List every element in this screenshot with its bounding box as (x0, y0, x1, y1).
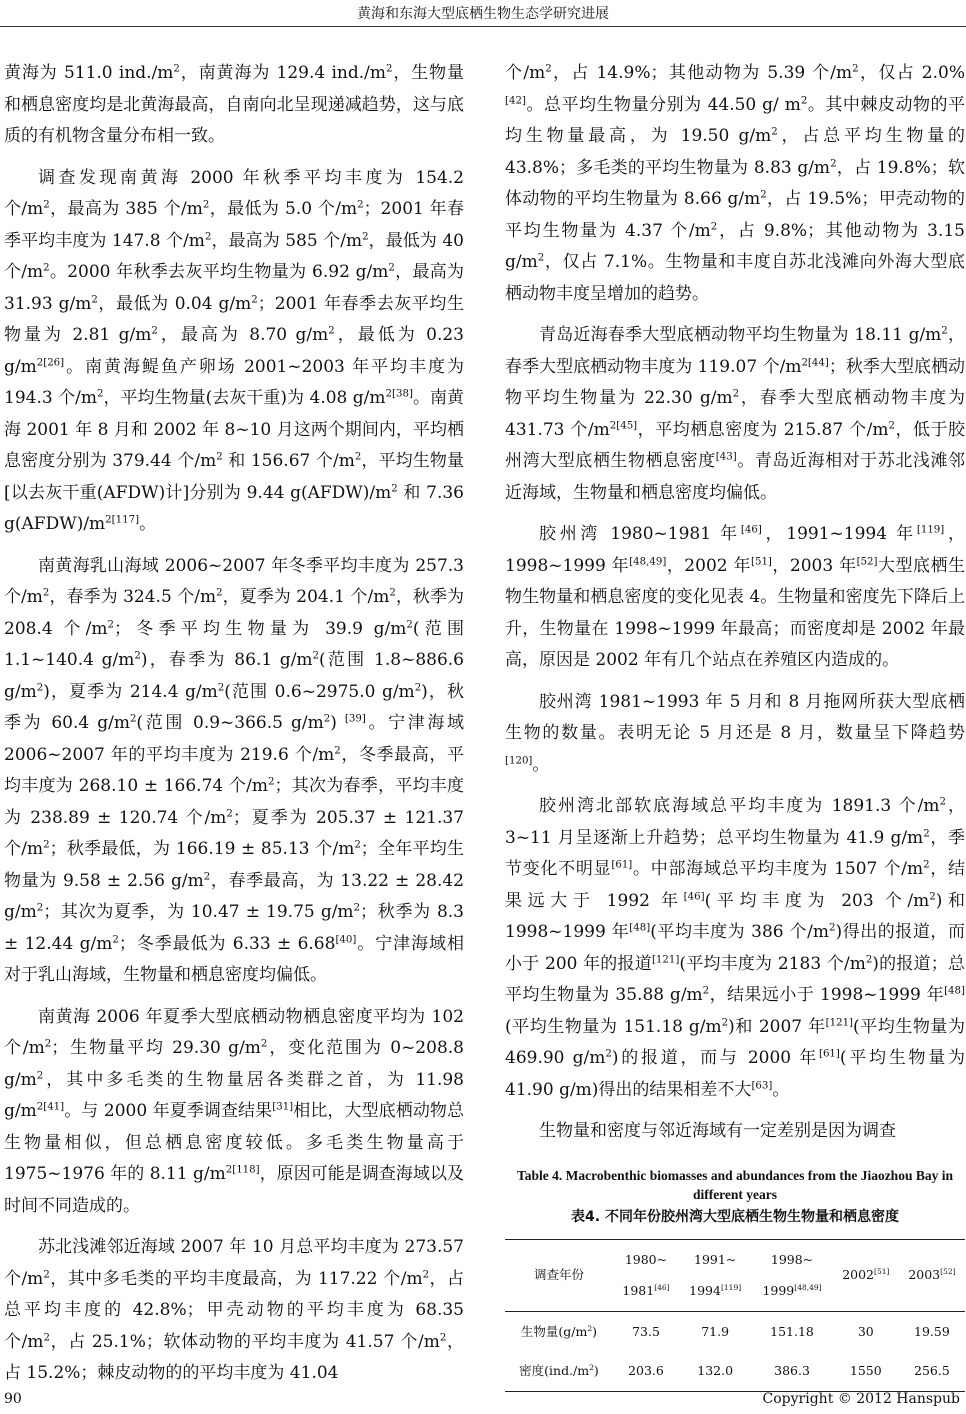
table-cell: 71.9 (701, 1323, 730, 1339)
table-row (505, 1311, 965, 1351)
right-column (505, 58, 965, 1392)
table-header-year: 2003[52] (908, 1267, 956, 1283)
table-cell: 132.0 (697, 1363, 734, 1378)
right-paragraph-3: 胶州湾 1980~1981 年[46]，1991~1994 年[119]，1998~1999 年[48,49]，2002 年[51]，2003 年[52]大型底栖生物生物量和栖息密度的变化见表 4。生物量和密度先下降后上升，生物量在 1998~1999 年最高；而密度却是 2002 年最高，原因是 2002 年有几个站点在养殖区内造成的。 (505, 524, 965, 670)
table-cell: 73.5 (632, 1323, 660, 1339)
table-cell: 30 (857, 1323, 874, 1339)
table-caption (505, 1166, 965, 1227)
table-header-year: 1998~ 1999[48,49] (762, 1251, 822, 1298)
left-paragraph-1: 黄海为 511.0 $ind./m^2$，南黄海为 129.4 $ind./m^2$，生物量和栖息密度均是北黄海最高，自南向北呈现递减趋势，这与底质的有机物含量分布相一致。 (4, 63, 465, 146)
table-row (505, 1351, 965, 1391)
table-row-label: 密度$(ind./m^2)$ (519, 1362, 599, 1378)
table-row-label: 生物量$(g/m^2)$ (520, 1323, 598, 1339)
data-table (505, 1239, 965, 1392)
left-paragraph-3: 南黄海乳山海域 2006~2007 年冬季平均丰度为 257.3 个$/m^2$，春季为 324.5 个$/m^2$，夏季为 204.1 个$/m^2$，秋季为 208.4 个$/m^2$；冬季平均生物量为 39.9 $g/m^2$(范围 1.1~140.4 $g/m^2$)，春季为 86.1 $g/m^2$(范围 1.8~886.6 $g/m^2$)，夏季为 214.4 $g/m^2$(范围 0.6~2975.0 $g/m^2$)，秋季为 60.4 $g/m^2$(范围 0.9~366.5 $g/m^2$) [39]。宁津海域 2006~2007 年的平均丰度为 219.6 个$/m^2$，冬季最高，平均丰度为 268.10 ± 166.74 个$/m^2$；其次为春季，平均丰度为 238.89 ± 120.74 个$/m^2$；夏季为 205.37 ± 121.37 个$/m^2$；秋季最低，为 166.19 ± 85.13 个$/m^2$；全年平均生物量为 9.58 ± 2.56 $g/m^2$，春季最高，为 13.22 ± 28.42 $g/m^2$；其次为夏季，为 10.47 ± 19.75 $g/m^2$；秋季为 8.3 ± 12.44 $g/m^2$；冬季最低为 6.33 ± 6.68[40]。宁津海域相对于乳山海域，生物量和栖息密度均偏低。 (4, 555, 465, 985)
table-header-year: 1991~ 1994[119] (689, 1251, 742, 1298)
right-paragraph-2: 青岛近海春季大型底栖动物平均生物量为 18.11 $g/m^2$，春季大型底栖动物丰度为 119.07 个$/m^{2[44]}$；秋季大型底栖动物平均生物量为 22.30 $g/m^2$，春季大型底栖动物丰度为 431.73 个$/m^{2[45]}$，平均栖息密度为 215.87 个$/m^2$，低于胶州湾大型底栖生物栖息密度[43]。青岛近海相对于苏北浅滩邻近海域，生物量和栖息密度均偏低。 (505, 325, 966, 503)
right-paragraph-6: 生物量和密度与邻近海域有一定差别是因为调查 (539, 1121, 896, 1141)
left-paragraph-5: 苏北浅滩邻近海域 2007 年 10 月总平均丰度为 273.57 个$/m^2$，其中多毛类的平均丰度最高，为 117.22 个$/m^2$，占总平均丰度的 42.8%；甲壳动物的平均丰度为 68.35 个$/m^2$，占 25.1%；软体动物的平均丰度为 41.57 个$/m^2$，占 15.2%；棘皮动物的的平均丰度为 41.04 (4, 1237, 465, 1383)
table-caption-zh: 表4. 不同年份胶州湾大型底栖生物生物量和栖息密度 (571, 1208, 899, 1225)
table-cell: 1550 (849, 1363, 882, 1378)
left-paragraph-2: 调查发现南黄海 2000 年秋季平均丰度为 154.2 个$/m^2$，最高为 385 个$/m^2$，最低为 5.0 个$/m^2$；2001 年春季平均丰度为 147.8 个$/m^2$，最高为 585 个$/m^2$，最低为 40 个$/m^2$。2000 年秋季去灰平均生物量为 6.92 $g/m^2$，最高为 31.93 $g/m^2$，最低为 0.04 $g/m^2$；2001 年春季去灰平均生物量为 2.81 $g/m^2$，最高为 8.70 $g/m^2$，最低为 0.23 $g/m^{2[26]}$。南黄海鳀鱼产卵场 2001~2003 年平均丰度为 194.3 个$/m^2$，平均生物量(去灰干重)为 4.08 $g/m^{2[38]}$。南黄海 2001 年 8 月和 2002 年 8~10 月这两个期间内，平均栖息密度分别为 379.44 个$/m^2$ 和 156.67 个$/m^2$，平均生物量[以去灰干重(AFDW)计]分别为 9.44 $g(AFDW)/m^2$ 和 7.36 $g(AFDW)/m^{2[117]}$。 (4, 167, 465, 534)
table-header-year-label: 调查年份 (533, 1267, 584, 1283)
table-cell: 386.3 (774, 1363, 810, 1378)
page-number: 90 (4, 1391, 22, 1407)
right-paragraph-4: 胶州湾 1981~1993 年 5 月和 8 月拖网所获大型底栖生物的数量。表明无论 5 月还是 8 月，数量呈下降趋势[120]。 (505, 691, 965, 775)
header-rule (0, 26, 966, 27)
table-body (505, 1311, 965, 1391)
table-caption-en: Table 4. Macrobenthic biomasses and abundances from the Jiaozhou Bay in different years (517, 1167, 953, 1202)
table-cell: 151.18 (770, 1323, 814, 1339)
table-header-year: 2002[51] (842, 1267, 890, 1283)
left-paragraph-4: 南黄海 2006 年夏季大型底栖动物栖息密度平均为 102 个$/m^2$；生物量平均 29.30 $g/m^2$，变化范围为 0~208.8 $g/m^2$，其中多毛类的生物量居各类群之首，为 11.98 $g/m^{2[41]}$。与 2000 年夏季调查结果[31]相比，大型底栖动物总生物量相似，但总栖息密度较低。多毛类生物量高于 1975~1976 年的 8.11 $g/m^{2[118]}$，原因可能是调查海域以及时间不同造成的。 (4, 1006, 465, 1216)
right-paragraph-5: 胶州湾北部软底海域总平均丰度为 1891.3 个$/m^2$，3~11 月呈逐渐上升趋势；总平均生物量为 41.9 $g/m^2$，季节变化不明显[61]。中部海域总平均丰度为 1507 个$/m^2$，结果远大于 1992 年[46](平均丰度为 203 个$/m^2$)和 1998~1999 年[48](平均丰度为 386 个$/m^2$)得出的报道，而小于 200 年的报道[121](平均丰度为 2183 个$/m^2$)的报道；总平均生物量为 35.88 $g/m^2$，结果远小于 1998~1999 年[48](平均生物量为 151.18 $g/m^2$)和 2007 年[121](平均生物量为 469.90 $g/m^2$)的报道，而与 2000 年[61](平均生物量为 41.90 g/m)得出的结果相差不大[63]。 (505, 796, 966, 1100)
running-header: 黄海和东海大型底栖生物生态学研究进展 (357, 6, 609, 22)
table-header-row (505, 1239, 965, 1311)
right-column-text (505, 58, 965, 1148)
left-column (4, 58, 464, 1390)
table-cell: 203.6 (628, 1363, 664, 1378)
table-header-year: 1980~ 1981[46] (622, 1251, 670, 1298)
right-paragraph-1: 个$/m^2$，占 14.9%；其他动物为 5.39 个$/m^2$，仅占 2.0%[42]。总平均生物量分别为 44.50 g/ $m^2$。其中棘皮动物的平均生物量最高，为 19.50 $g/m^2$，占总平均生物量的 43.8%；多毛类的平均生物量为 8.83 $g/m^2$，占 19.8%；软体动物的平均生物量为 8.66 $g/m^2$，占 19.5%；甲壳动物的平均生物量为 4.37 个$/m^2$，占 9.8%；其他动物为 3.15 $g/m^2$，仅占 7.1%。生物量和丰度自苏北浅滩向外海大型底栖动物丰度呈增加的趋势。 (505, 63, 966, 304)
copyright-notice: Copyright © 2012 Hanspub (762, 1391, 960, 1407)
table-cell: 256.5 (914, 1363, 950, 1378)
table-cell: 19.59 (914, 1323, 950, 1339)
